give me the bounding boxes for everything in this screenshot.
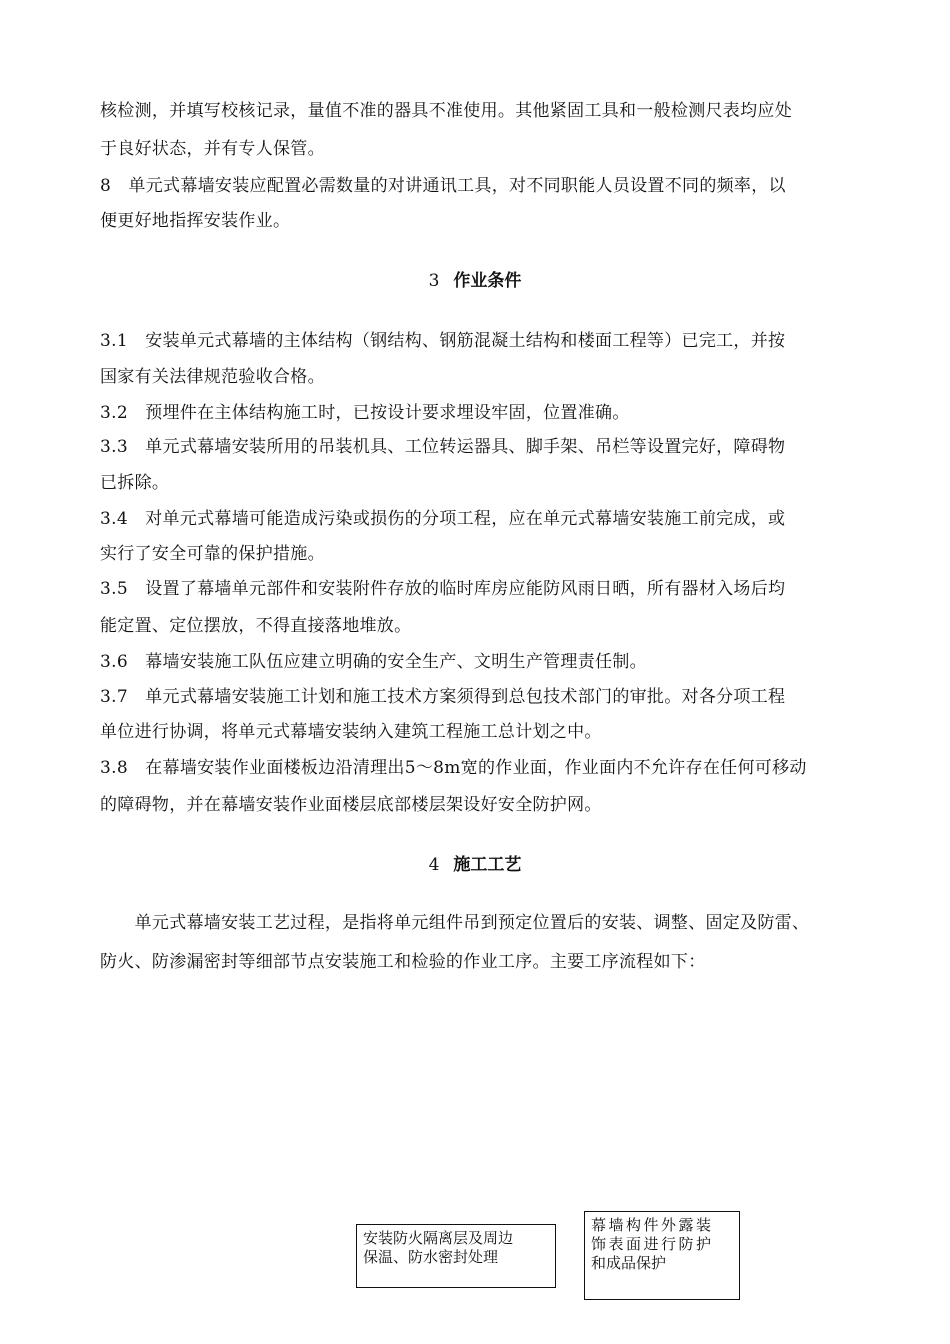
section-heading-4 (0, 854, 950, 876)
paragraph-line: 3.6 幕墙安装施工队伍应建立明确的安全生产、文明生产管理责任制。 (100, 652, 647, 672)
paragraph-line: 能定置、定位摆放，不得直接落地堆放。 (100, 616, 412, 636)
paragraph-line: 3.4 对单元式幕墙可能造成污染或损伤的分项工程，应在单元式幕墙安装施工前完成，或 (100, 509, 786, 529)
paragraph-line: 防火、防渗漏密封等细部节点安装施工和检验的作业工序。主要工序流程如下： (100, 952, 706, 972)
paragraph-line: 3.5 设置了幕墙单元部件和安装附件存放的临时库房应能防风雨日晒，所有器材入场后均 (100, 579, 786, 599)
paragraph-line: 单位进行协调，将单元式幕墙安装纳入建筑工程施工总计划之中。 (100, 722, 602, 742)
flow-box-protection (584, 1211, 740, 1300)
section-number: 4 (428, 855, 440, 875)
section-number: 3 (428, 271, 440, 291)
paragraph-line: 8 单元式幕墙安装应配置必需数量的对讲通讯工具，对不同职能人员设置不同的频率，以 (100, 176, 786, 196)
paragraph-line: 便更好地指挥安装作业。 (100, 211, 291, 231)
flow-box-text: 保温、防水密封处理 (363, 1248, 499, 1266)
flow-box-text: 安装防火隔离层及周边 (363, 1229, 514, 1247)
flow-box-text: 和成品保护 (591, 1254, 667, 1272)
paragraph-line: 国家有关法律规范验收合格。 (100, 367, 325, 387)
paragraph-line: 3.2 预埋件在主体结构施工时，已按设计要求埋设牢固，位置准确。 (100, 403, 630, 423)
paragraph-line: 3.7 单元式幕墙安装施工计划和施工技术方案须得到总包技术部门的审批。对各分项工程 (100, 687, 786, 707)
section-title: 作业条件 (453, 271, 522, 291)
flow-box-fireproof (356, 1224, 556, 1288)
paragraph-line: 3.8 在幕墙安装作业面楼板边沿清理出5～8m宽的作业面，作业面内不允许存在任何可移动 (100, 758, 807, 778)
paragraph-line: 核检测，并填写校核记录，量值不准的器具不准使用。其他紧固工具和一般检测尺表均应处 (100, 101, 792, 121)
paragraph-line: 单元式幕墙安装工艺过程，是指将单元组件吊到预定位置后的安装、调整、固定及防雷、 (100, 913, 810, 933)
paragraph-line: 3.3 单元式幕墙安装所用的吊装机具、工位转运器具、脚手架、吊栏等设置完好，障碍物 (100, 437, 786, 457)
paragraph-line: 实行了安全可靠的保护措施。 (100, 544, 325, 564)
paragraph-line: 于良好状态，并有专人保管。 (100, 139, 325, 159)
flow-box-text: 饰表面进行防护 (591, 1235, 714, 1253)
section-heading-3 (0, 270, 950, 292)
paragraph-line: 3.1 安装单元式幕墙的主体结构（钢结构、钢筋混凝土结构和楼面工程等）已完工，并按 (100, 331, 786, 351)
flow-box-text: 幕墙构件外露装 (591, 1216, 714, 1234)
paragraph-line: 已拆除。 (100, 473, 170, 493)
paragraph-line: 的障碍物，并在幕墙安装作业面楼层底部楼层架设好安全防护网。 (100, 795, 602, 815)
section-title: 施工工艺 (453, 855, 522, 875)
